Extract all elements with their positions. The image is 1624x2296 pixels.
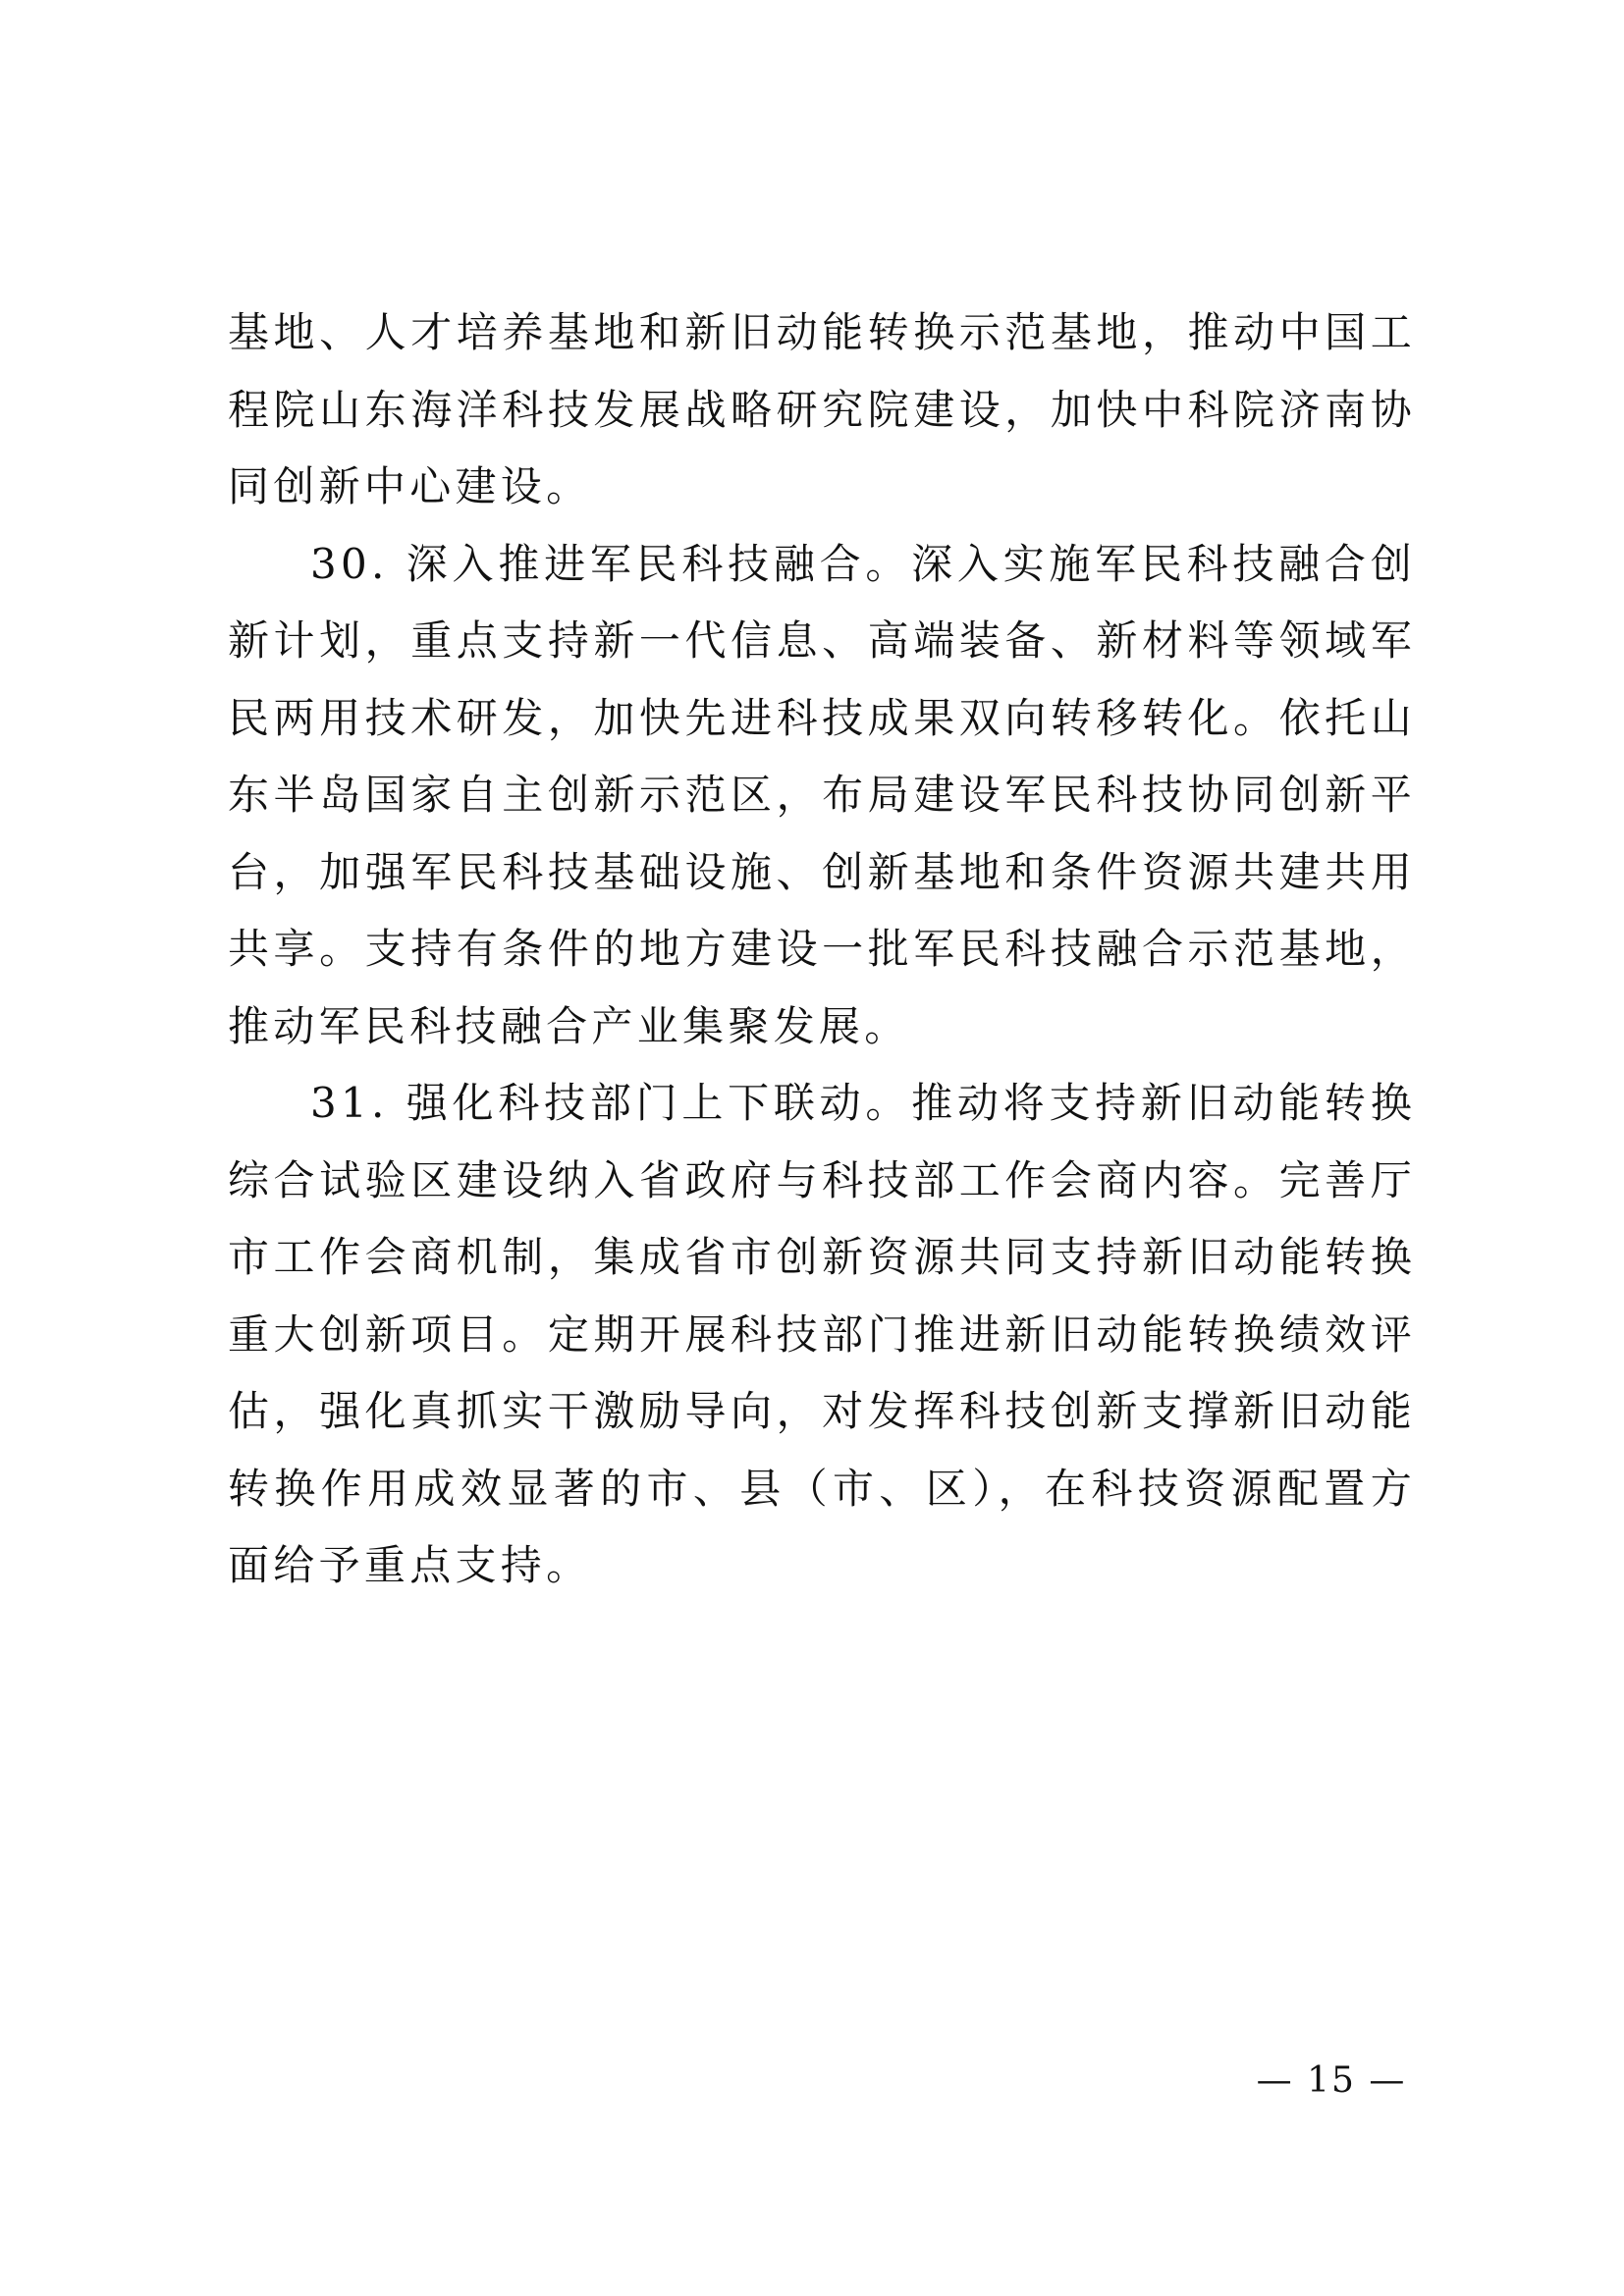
- body-text: [228, 294, 1416, 1605]
- paragraph-item-30: 30. 深入推进军民科技融合。深入实施军民科技融合创新计划，重点支持新一代信息、高端装备、新材料等领域军民两用技术研发，加快先进科技成果双向转移转化。依托山东半岛国家自主创新示范区，布局建设军民科技协同创新平台，加强军民科技基础设施、创新基地和条件资源共建共用共享。支持有条件的地方建设一批军民科技融合示范基地，推动军民科技融合产业集聚发展。: [228, 539, 1416, 1050]
- paragraph-continuation: 基地、人才培养基地和新旧动能转换示范基地，推动中国工程院山东海洋科技发展战略研究院建设，加快中科院济南协同创新中心建设。: [228, 308, 1416, 510]
- page-number: — 15 —: [1256, 2060, 1407, 2101]
- paragraph-item-31: 31. 强化科技部门上下联动。推动将支持新旧动能转换综合试验区建设纳入省政府与科技部工作会商内容。完善厅市工作会商机制，集成省市创新资源共同支持新旧动能转换重大创新项目。定期开展科技部门推进新旧动能转换绩效评估，强化真抓实干激励导向，对发挥科技创新支撑新旧动能转换作用成效显著的市、县（市、区），在科技资源配置方面给予重点支持。: [228, 1079, 1416, 1589]
